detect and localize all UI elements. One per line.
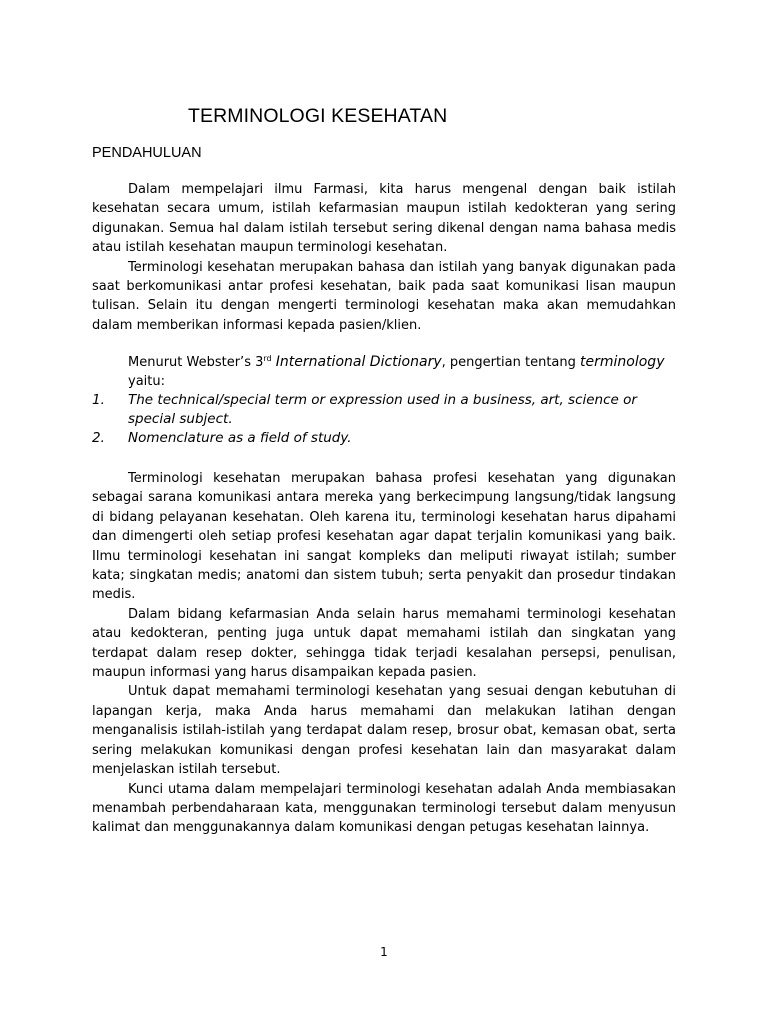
webster-text: , pengertian tentang xyxy=(441,355,581,370)
page-number: 1 xyxy=(380,945,388,959)
section-heading: PENDAHULUAN xyxy=(92,145,202,161)
paragraph: Terminologi kesehatan merupakan bahasa profesi kesehatan yang digunakan sebagai sarana komunikasi antara mereka yang berkecimpung langsung/tidak langsung di bidang pelayanan kesehatan. Oleh karena itu, terminologi kesehatan harus dipahami dan dimengerti oleh setiap profesi kesehatan agar dapat terjalin komunikasi yang baik. Ilmu terminologi kesehatan ini sangat kompleks dan meliputi riwayat istilah; sumber kata; singkatan medis; anatomi dan sistem tubuh; serta penyakit dan prosedur tindakan medis. xyxy=(92,471,676,603)
webster-line xyxy=(128,353,676,372)
webster-text: Menurut Webster’s 3 xyxy=(128,355,264,370)
paragraph: Terminologi kesehatan merupakan bahasa dan istilah yang banyak digunakan pada saat berkomunikasi antar profesi kesehatan, baik pada saat komunikasi lisan maupun tulisan. Selain itu dengan mengerti terminologi kesehatan maka akan memudahkan dalam memberikan informasi kepada pasien/klien. xyxy=(92,259,676,333)
paragraph: Dalam bidang kefarmasian Anda selain harus memahami terminologi kesehatan atau kedokteran, penting juga untuk dapat memahami istilah dan singkatan yang terdapat dalam resep dokter, sehingga tidak terjadi kesalahan persepsi, penulisan, maupun informasi yang harus disampaikan kepada pasien. xyxy=(92,606,676,681)
main-text xyxy=(92,469,676,838)
paragraph: Kunci utama dalam mempelajari terminologi kesehatan adalah Anda membiasakan menambah perbendaharaan kata, menggunakan terminologi tersebut dalam menyusun kalimat dan menggunakannya dalam komunikasi dengan petugas kesehatan lainnya. xyxy=(92,781,676,836)
webster-definition-intro xyxy=(128,353,676,391)
list-text: Nomenclature as a field of study. xyxy=(128,430,352,446)
ordinal-superscript: rd xyxy=(263,354,272,363)
definition-list xyxy=(92,391,676,448)
term-word: terminology xyxy=(580,354,665,370)
list-number: 2. xyxy=(92,430,105,446)
dictionary-name: International Dictionary xyxy=(275,354,442,370)
list-item xyxy=(92,429,676,448)
intro-text xyxy=(92,180,676,335)
webster-line-2: yaitu: xyxy=(128,374,165,389)
paragraph: Dalam mempelajari ilmu Farmasi, kita harus mengenal dengan baik istilah kesehatan secara umum, istilah kefarmasian maupun istilah kedokteran yang sering digunakan. Semua hal dalam istilah tersebut sering dikenal dengan nama bahasa medis atau istilah kesehatan maupun terminologi kesehatan. xyxy=(92,182,676,256)
list-item xyxy=(92,391,676,429)
list-text: The technical/special term or expression used in a business, art, science or special subject. xyxy=(128,392,637,427)
list-number: 1. xyxy=(92,392,105,408)
document-page xyxy=(92,0,676,1024)
document-title: TERMINOLOGI KESEHATAN xyxy=(188,105,448,127)
paragraph: Untuk dapat memahami terminologi kesehatan yang sesuai dengan kebutuhan di lapangan kerja, maka Anda harus memahami dan melakukan latihan dengan menganalisis istilah-istilah yang terdapat dalam resep, brosur obat, kemasan obat, serta sering melakukan komunikasi dengan profesi kesehatan lain dan masyarakat dalam menjelaskan istilah tersebut. xyxy=(92,684,676,778)
